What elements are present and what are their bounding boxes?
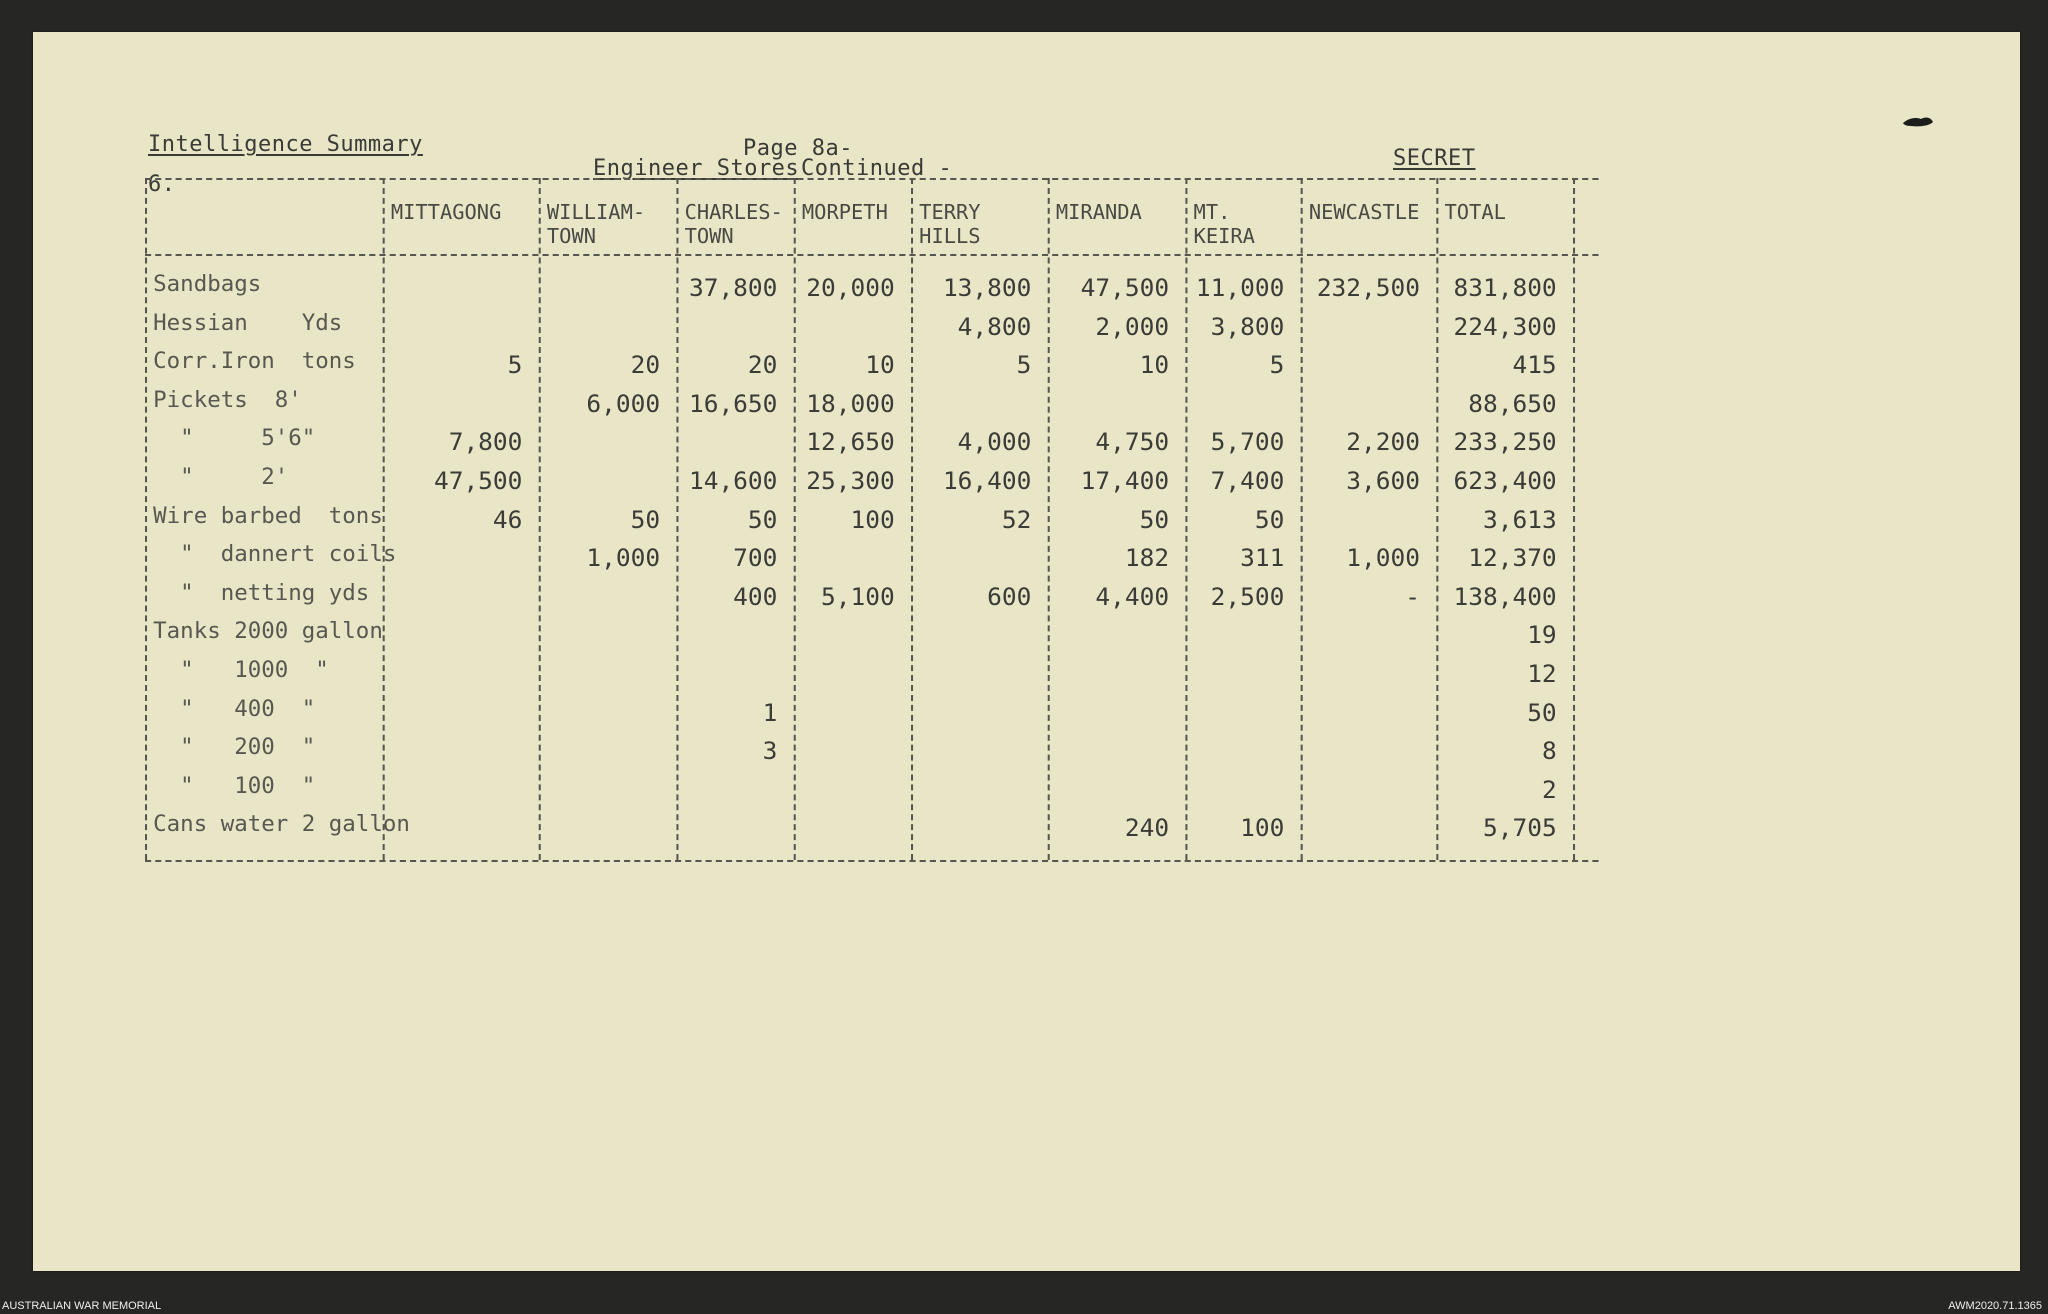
table-cell: 88,650 [1468,389,1557,418]
row-label: Tanks 2000 gallon [153,619,383,645]
section-number: 6. [148,172,176,197]
table-cell: 182 [1124,544,1170,573]
table-cell: 7,400 [1210,467,1285,495]
column-header: NEWCASTLE [1308,200,1420,224]
archive-reference: AWM2020.71.1365 [1948,1300,2042,1312]
row-label: Cans water 2 gallon [153,812,410,838]
table-cell: 232,500 [1316,274,1420,302]
row-label: " netting yds [153,580,370,606]
table-vertical-rule [1048,178,1050,860]
row-label: " 1000 " [153,658,329,683]
table-cell: 10 [1139,351,1170,380]
table-cell: 13,800 [942,274,1032,302]
table-cell: 18,000 [806,389,895,418]
table-cell: 20,000 [806,274,895,302]
table-cell: 100 [850,505,895,534]
table-cell: 100 [1240,814,1285,843]
row-label: " 400 " [153,696,316,722]
table-cell: 3,800 [1210,312,1285,341]
table-cell: 4,000 [957,428,1032,457]
table-cell: 12 [1527,660,1557,688]
table-cell: 4,750 [1095,428,1170,457]
table-cell: 50 [747,505,778,534]
table-header-rule [145,254,1599,256]
row-label: Pickets 8' [153,387,302,413]
table-cell: 47,500 [433,467,523,495]
table-cell: 600 [987,582,1032,611]
column-header: MT. KEIRA [1193,200,1255,248]
column-header: MORPETH [801,200,888,224]
table-cell: 3,613 [1482,505,1557,534]
table-vertical-rule [539,178,541,860]
table-vertical-rule [911,178,913,860]
classification-marking: SECRET [1393,146,1476,171]
subtitle: Engineer Stores [593,156,800,181]
table-vertical-rule [145,178,147,860]
table-cell: 5 [507,351,523,380]
table-cell: 4,800 [957,312,1032,341]
table-cell: 19 [1527,621,1557,650]
row-label: " 5'6" [153,426,316,452]
table-cell: 14,600 [688,467,778,495]
table-cell: 16,650 [688,389,778,418]
row-label: Hessian Yds [153,310,343,336]
table-vertical-rule [1185,178,1187,860]
row-label: " 200 " [153,735,316,761]
table-cell: 46 [492,505,523,534]
table-cell: 2,500 [1210,582,1285,611]
table-cell: 11,000 [1195,274,1285,302]
table-cell: 25,300 [806,467,895,495]
table-cell: 7,800 [448,428,523,457]
table-cell: - [1405,582,1420,611]
continued-label: Continued - [801,156,953,181]
table-cell: 623,400 [1453,467,1557,495]
ink-blot [1901,114,1935,128]
row-label: " dannert coils [153,542,397,568]
table-cell: 3,600 [1346,467,1420,495]
row-label: " 100 " [153,773,316,799]
table-cell: 1,000 [586,544,661,573]
table-cell: 6,000 [586,389,661,418]
table-cell: 17,400 [1080,467,1170,495]
table-cell: 50 [1527,698,1557,727]
column-header: MIRANDA [1055,200,1142,224]
table-cell: 2,000 [1095,312,1170,341]
table-cell: 224,300 [1453,312,1557,341]
page-label: Page 8a- [743,136,853,161]
row-label: Corr.Iron tons [153,349,356,375]
table-cell: 4,400 [1095,582,1170,611]
column-header: TOTAL [1444,200,1506,224]
row-label: Wire barbed tons [153,503,383,529]
table-vertical-rule [1573,178,1575,860]
table-cell: 52 [1001,505,1032,534]
table-cell: 10 [865,351,895,380]
table-cell: 5 [1016,351,1032,380]
table-cell: 50 [1139,505,1170,534]
table-cell: 5,100 [821,582,895,611]
intelligence-summary-title: Intelligence Summary [148,132,423,157]
table-cell: 400 [733,582,778,611]
table-cell: 20 [630,351,661,380]
table-cell: 138,400 [1453,582,1557,611]
table-cell: 3 [762,737,778,766]
table-cell: 5,700 [1210,428,1285,457]
table-cell: 1 [762,698,778,727]
table-cell: 12,370 [1468,544,1557,573]
table-bottom-rule [145,860,1599,862]
table-cell: 233,250 [1453,428,1557,457]
table-cell: 50 [630,505,661,534]
row-label: Sandbags [153,272,262,297]
table-cell: 20 [747,351,778,380]
table-cell: 5,705 [1482,814,1557,843]
table-cell: 240 [1124,814,1170,843]
table-cell: 1,000 [1346,544,1420,573]
engineer-stores-table [145,178,1599,860]
row-label: " 2' [153,465,289,490]
table-vertical-rule [1436,178,1438,860]
table-cell: 47,500 [1080,274,1170,302]
table-cell: 12,650 [806,428,895,457]
table-cell: 8 [1541,737,1557,766]
column-header: CHARLES- TOWN [684,200,783,248]
document-page [33,32,2020,1271]
table-vertical-rule [383,178,385,860]
table-cell: 37,800 [688,274,778,302]
table-cell: 831,800 [1453,274,1557,302]
table-cell: 16,400 [942,467,1032,495]
table-vertical-rule [794,178,796,860]
table-cell: 2 [1541,775,1557,804]
column-header: MITTAGONG [390,200,502,224]
table-vertical-rule [676,178,678,860]
table-cell: 415 [1512,351,1557,380]
table-vertical-rule [1301,178,1303,860]
table-cell: 700 [733,544,778,573]
column-header: TERRY HILLS [919,200,981,248]
table-top-rule [145,178,1599,180]
archive-credit: AUSTRALIAN WAR MEMORIAL [2,1300,162,1312]
table-cell: 5 [1269,351,1285,380]
table-cell: 50 [1254,505,1285,534]
column-header: WILLIAM- TOWN [546,200,646,248]
table-cell: 2,200 [1346,428,1420,457]
table-cell: 311 [1240,544,1285,573]
